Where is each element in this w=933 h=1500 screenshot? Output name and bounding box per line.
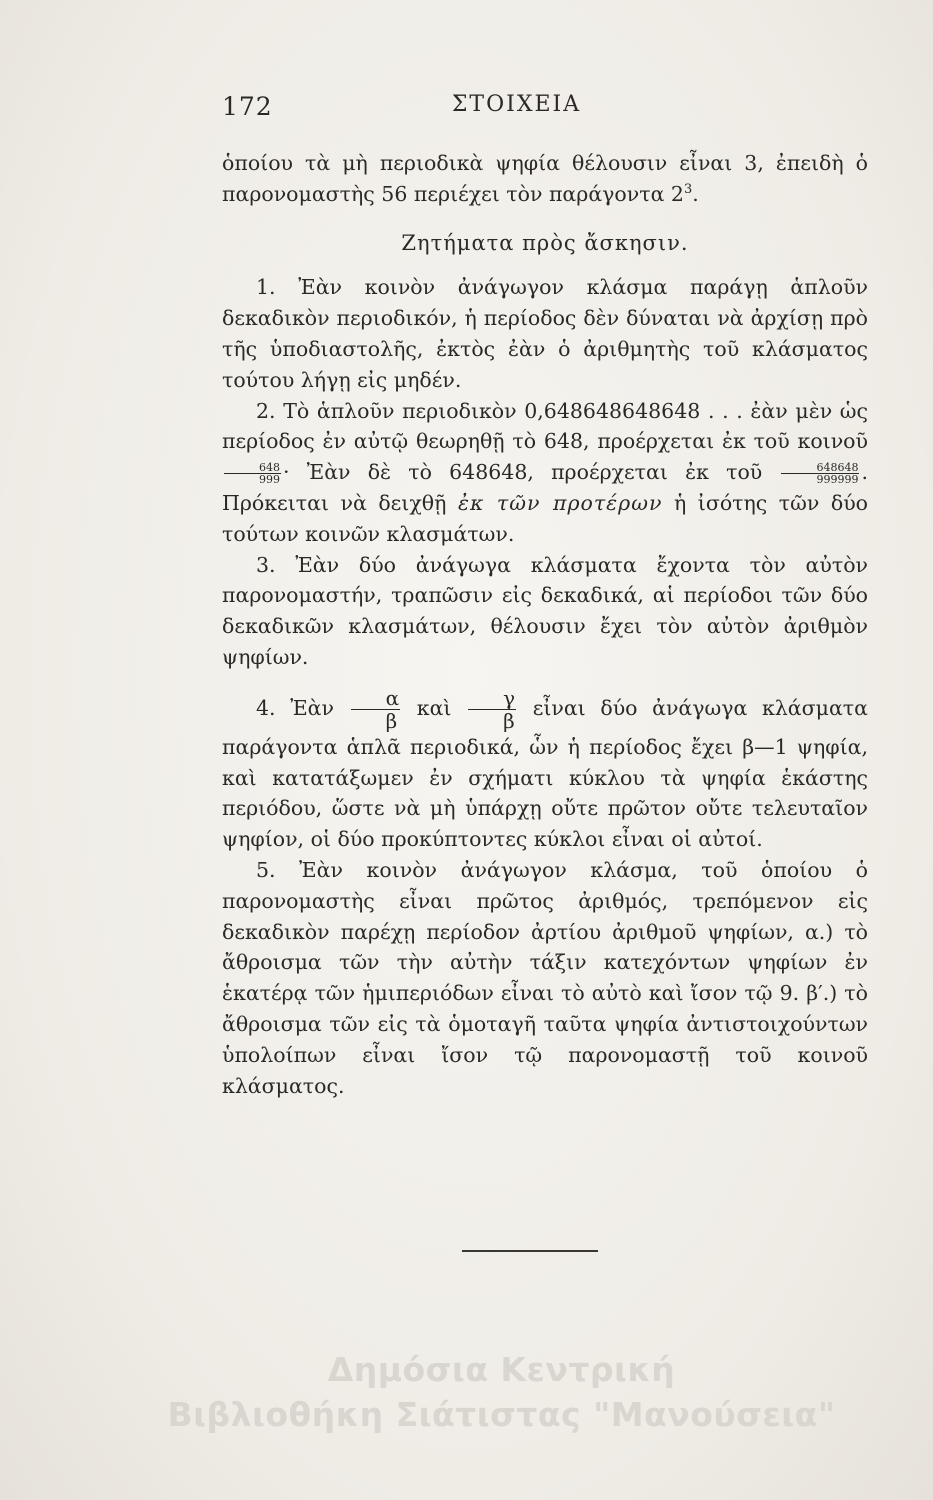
closing-rule [462, 1250, 598, 1252]
fraction-numerator: 648 [224, 462, 281, 474]
exercise-3: 3. Ἐὰν δύο ἀνάγωγα κλάσματα ἔχοντα τὸν αὐτὸν παρονομαστήν, τραπῶσιν εἰς δεκαδικά, αἱ περίοδοι τῶν δύο δεκαδικῶν κλασμάτων, θέλουσιν ἔχει τὸν αὐτὸν ἀριθμὸν ψηφίων. [222, 552, 868, 669]
exercise-4 [222, 687, 868, 855]
fraction-denominator: β [503, 708, 515, 733]
fraction-denominator: β [385, 708, 398, 733]
running-head [222, 92, 871, 122]
watermark-line-1: Δημόσια Κεντρική [327, 1350, 676, 1389]
fraction-denominator: 999999 [816, 473, 859, 487]
fraction-gamma-beta [468, 687, 516, 732]
exercise-2 [222, 396, 868, 550]
fraction-alpha-beta [351, 687, 401, 732]
exercise-2-text-d: ἡ ἰσότης τῶν δύο τούτων κοινῶν κλασμάτων. [222, 490, 868, 546]
fraction-denominator: 999 [259, 473, 280, 487]
running-title: ΣΤΟΙΧΕΙΑ [451, 92, 582, 117]
intro-end: . [692, 181, 699, 206]
intro-exponent: 3 [683, 181, 693, 197]
fraction-numerator: α [351, 687, 401, 710]
exercise-4-text-a: 4. Ἐὰν [256, 695, 334, 720]
fraction-648648-999999 [781, 462, 859, 485]
exercise-4-text-b: καὶ [416, 695, 452, 720]
exercise-2-text-c: . Πρόκειται νὰ δειχθῇ [222, 460, 868, 515]
watermark-line-2: Βιβλιοθήκη Σιάτιστας "Μανούσεια" [167, 1395, 836, 1434]
fraction-numerator: γ [468, 687, 516, 710]
intro-text: ὁποίου τὰ μὴ περιοδικὰ ψηφία θέλουσιν εἶναι 3, ἐπειδὴ ὁ παρονομαστὴς 56 περιέχει τὸν παράγοντα 2 [222, 151, 868, 206]
page-body [222, 148, 868, 1101]
fraction-numerator: 648648 [781, 462, 859, 474]
exercise-1: 1. Ἐὰν κοινὸν ἀνάγωγον κλάσμα παράγῃ ἁπλοῦν δεκαδικὸν περιοδικόν, ἡ περίοδος δὲν δύναται νὰ ἀρχίσῃ πρὸ τῆς ὑποδιαστολῆς, ἐκτὸς ἐὰν ὁ ἀριθμητὴς τοῦ κλάσματος τούτου λήγῃ εἰς μηδέν. [222, 275, 868, 392]
exercise-2-text-b: · Ἐὰν δὲ τὸ 648648, προέρχεται ἐκ τοῦ [283, 460, 763, 485]
fraction-648-999 [224, 462, 281, 485]
exercise-5: 5. Ἐὰν κοινὸν ἀνάγωγον κλάσμα, τοῦ ὁποίου ὁ παρονομαστὴς εἶναι πρῶτος ἀριθμός, τρεπόμενον εἰς δεκαδικὸν παρέχῃ περίοδον ἀρτίου ἀριθμοῦ ψηφίων, α.) τὸ ἄθροισμα τῶν τὴν αὐτὴν τάξιν κατεχόντων ψηφίων ἐν ἑκατέρᾳ τῶν ἡμιπεριόδων εἶναι τὸ αὐτὸ καὶ ἴσον τῷ 9. β′.) τὸ ἄθροισμα τῶν εἰς τὰ ὁμοταγῆ ταῦτα ψηφία ἀντιστοιχούντων ὑπολοίπων εἶναι ἴσον τῷ παρονομαστῇ τοῦ κοινοῦ κλάσματος. [222, 857, 868, 1098]
intro-paragraph [222, 148, 868, 210]
exercise-2-emphasis: ἐκ τῶν προτέρων [457, 490, 663, 515]
exercises-heading: Ζητήματα πρὸς ἄσκησιν. [401, 230, 689, 255]
page-number: 172 [222, 92, 273, 121]
exercise-4-text-c: εἶναι δύο ἀνάγωγα κλάσματα παράγοντα ἁπλᾶ περιοδικά, ὧν ἡ περίοδος ἔχει β—1 ψηφία, καὶ κατατάξωμεν ἐν σχήματι κύκλου τὰ ψηφία ἑκάστης περιόδου, ὥστε νὰ μὴ ὑπάρχῃ οὔτε πρῶτον οὔτε τελευταῖον ψηφίον, οἱ δύο προκύπτοντες κύκλοι εἶναι οἱ αὐτοί. [222, 695, 868, 852]
exercise-2-text-a: 2. Τὸ ἁπλοῦν περιοδικὸν 0,648648648648 . . . ἐὰν μὲν ὡς περίοδος ἐν αὐτῷ θεωρηθῇ τὸ 648, προέρχεται ἐκ τοῦ κοινοῦ [222, 398, 868, 454]
